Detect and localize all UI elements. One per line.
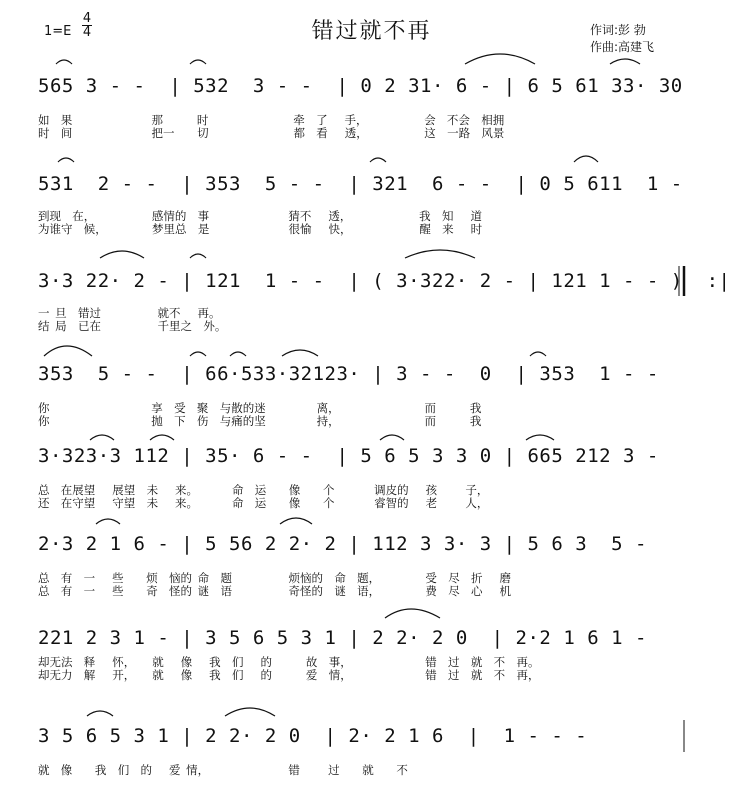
lyric-line: 你 抛 下 伤 与痛的坚 持， 而 我 (38, 414, 482, 428)
notation-line: 353 5 - - | 66·533·32123· | 3 - - 0 | 353 1 - - (38, 363, 659, 385)
key-signature: 1=E (44, 24, 72, 39)
lyric-line: 时 间 把一 切 都 看 透， 这 一路 风景 (38, 126, 505, 140)
notation-line: 3 5 6 5 3 1 | 2 2· 2 0 | 2· 2 1 6 | 1 - - - (38, 725, 588, 747)
lyric-line: 总 在展望 展望 未 来。 命 运 像 个 调皮的 孩 子， (38, 483, 489, 497)
lyric-line: 到现 在， 感情的 事 猜不 透， 我 知 道 (38, 209, 482, 223)
notation-line: 531 2 - - | 353 5 - - | 321 6 - - | 0 5 611 1 - (38, 173, 683, 195)
song-title: 错过就不再 (311, 19, 432, 44)
lyric-line: 一 旦 错过 就不 再。 (38, 306, 221, 320)
lyric-line: 却无力 解 开， 就 像 我 们 的 爱 情， 错 过 就 不 再， (38, 668, 540, 682)
time-signature-bottom: 4 (82, 25, 92, 40)
lyric-line: 如 果 那 时 牵 了 手， 会 不会 相拥 (38, 113, 505, 127)
lyric-line: 还 在守望 守望 未 来。 命 运 像 个 睿智的 老 人， (38, 496, 489, 510)
lyric-line: 你 享 受 聚 与散的迷 离， 而 我 (38, 401, 482, 415)
time-signature-top: 4 (82, 11, 92, 26)
lyric-line: 总 有 一 些 奇 怪的 谜 语 奇怪的 谜 语， 费 尽 心 机 (38, 584, 511, 598)
lyric-line: 结 局 已在 千里之 外。 (38, 319, 227, 333)
lyric-line: 却无法 释 怀， 就 像 我 们 的 故 事， 错 过 就 不 再。 (38, 655, 540, 669)
lyricist: 作词:彭 勃 (590, 23, 646, 37)
composer: 作曲:高建飞 (590, 40, 655, 54)
notation-line: 3·323·3 112 | 35· 6 - - | 5 6 5 3 3 0 | 665 212 3 - (38, 445, 659, 467)
notation-line: 3·3 22· 2 - | 121 1 - - | ( 3·322· 2 - | 121 1 - - ) :| (38, 270, 731, 292)
notation-line: 565 3 - - | 532 3 - - | 0 2 31· 6 - | 6 5 61 33· 30 (38, 75, 683, 97)
notation-line: 221 2 3 1 - | 3 5 6 5 3 1 | 2 2· 2 0 | 2·2 1 6 1 - (38, 627, 647, 649)
lyric-line: 总 有 一 些 烦 恼的 命 题 烦恼的 命 题， 受 尽 折 磨 (38, 571, 511, 585)
notation-line: 2·3 2 1 6 - | 5 56 2 2· 2 | 112 3 3· 3 | 5 6 3 5 - (38, 533, 647, 555)
credits (590, 22, 654, 56)
lyric-line: 就 像 我 们 的 爱 情， 错 过 就 不 (38, 763, 408, 777)
lyric-line: 为谁守 候， 梦里总 是 很愉 快， 醒 来 时 (38, 222, 483, 236)
